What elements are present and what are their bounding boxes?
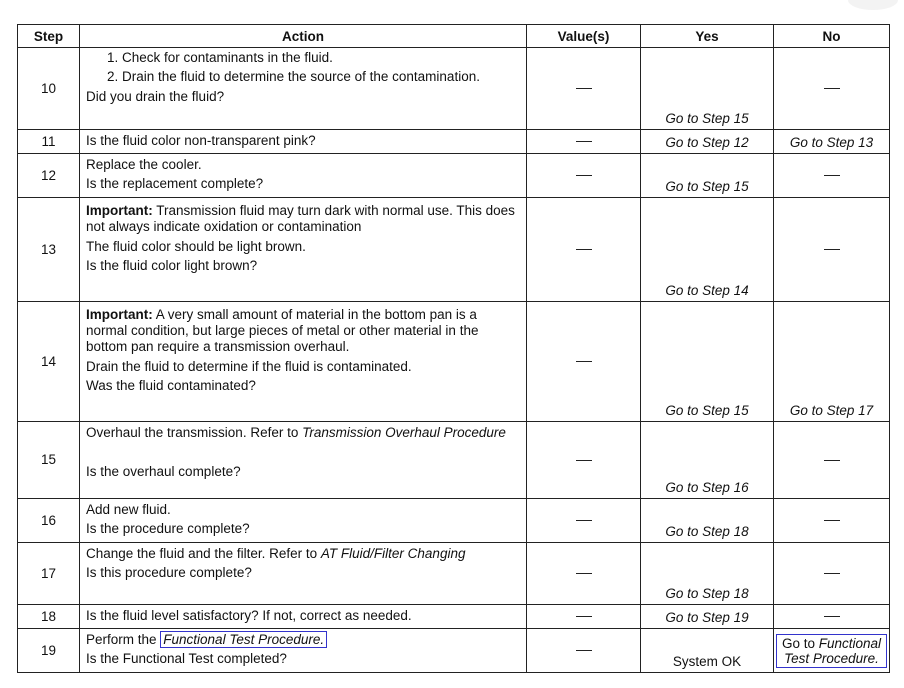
dash xyxy=(576,616,592,617)
table-row xyxy=(18,198,890,302)
no-cell xyxy=(774,198,890,302)
no-cell: Go to Step 17 xyxy=(774,302,890,422)
action-cell xyxy=(80,543,527,605)
action-cell xyxy=(80,302,527,422)
action-question: Is the fluid color non-transparent pink? xyxy=(86,133,316,148)
header-values: Value(s) xyxy=(527,25,641,48)
action-line xyxy=(86,632,521,648)
step-number: 17 xyxy=(18,543,80,605)
header-no: No xyxy=(774,25,890,48)
dash xyxy=(576,361,592,362)
value-cell xyxy=(527,198,641,302)
action-line: Drain the fluid to determine if the fluid is contaminated. xyxy=(86,359,412,374)
yes-cell: Go to Step 19 xyxy=(641,605,774,629)
no-cell xyxy=(774,48,890,130)
value-cell xyxy=(527,629,641,673)
value-cell xyxy=(527,48,641,130)
action-line: Replace the cooler. xyxy=(86,157,202,172)
list-item: 2. Drain the fluid to determine the source of the contamination. xyxy=(122,69,521,85)
dash xyxy=(824,460,840,461)
table-row xyxy=(18,605,890,629)
step-number: 15 xyxy=(18,422,80,499)
dash xyxy=(576,650,592,651)
step-number: 14 xyxy=(18,302,80,422)
table-row xyxy=(18,302,890,422)
step-number: 18 xyxy=(18,605,80,629)
value-cell xyxy=(527,499,641,543)
action-cell xyxy=(80,198,527,302)
important-label: Important: xyxy=(86,203,153,218)
dash xyxy=(576,573,592,574)
action-question: Is the Functional Test completed? xyxy=(86,651,287,666)
action-question: Is the fluid color light brown? xyxy=(86,258,258,273)
action-list xyxy=(86,50,521,85)
yes-cell: Go to Step 18 xyxy=(641,499,774,543)
action-question: Was the fluid contaminated? xyxy=(86,378,256,393)
table-row xyxy=(18,422,890,499)
dash xyxy=(824,175,840,176)
action-question: Did you drain the fluid? xyxy=(86,89,225,104)
dash xyxy=(576,520,592,521)
action-text: Overhaul the transmission. Refer to xyxy=(86,425,303,440)
procedure-reference: Transmission Overhaul Procedure xyxy=(302,425,506,440)
important-note xyxy=(86,203,521,235)
action-question: Is this procedure complete? xyxy=(86,565,252,580)
no-cell xyxy=(774,154,890,198)
action-cell xyxy=(80,499,527,543)
dash xyxy=(824,520,840,521)
action-line xyxy=(86,546,521,562)
no-cell: Go to Step 13 xyxy=(774,130,890,154)
step-number: 13 xyxy=(18,198,80,302)
step-number: 16 xyxy=(18,499,80,543)
value-cell xyxy=(527,302,641,422)
action-question: Is the fluid level satisfactory? If not, correct as needed. xyxy=(86,608,412,623)
no-prefix: Go to xyxy=(781,635,819,651)
dash xyxy=(824,573,840,574)
action-cell xyxy=(80,629,527,673)
header-row xyxy=(18,25,890,48)
yes-cell: Go to Step 15 xyxy=(641,154,774,198)
no-cell xyxy=(774,422,890,499)
corner-shadow xyxy=(848,0,898,10)
value-cell xyxy=(527,605,641,629)
no-cell xyxy=(774,499,890,543)
dash xyxy=(824,88,840,89)
value-cell xyxy=(527,154,641,198)
yes-cell: Go to Step 15 xyxy=(641,302,774,422)
table-row xyxy=(18,629,890,673)
step-number: 11 xyxy=(18,130,80,154)
action-question: Is the replacement complete? xyxy=(86,176,264,191)
step-number: 10 xyxy=(18,48,80,130)
dash xyxy=(824,616,840,617)
yes-cell: Go to Step 12 xyxy=(641,130,774,154)
important-label: Important: xyxy=(86,307,153,322)
step-number: 12 xyxy=(18,154,80,198)
action-cell xyxy=(80,422,527,499)
action-question: Is the overhaul complete? xyxy=(86,464,241,479)
action-cell xyxy=(80,605,527,629)
dash xyxy=(576,175,592,176)
header-action: Action xyxy=(80,25,527,48)
step-number: 19 xyxy=(18,629,80,673)
yes-cell: Go to Step 16 xyxy=(641,422,774,499)
dash xyxy=(824,249,840,250)
yes-cell: Go to Step 18 xyxy=(641,543,774,605)
spacer xyxy=(86,444,521,462)
important-text: Transmission fluid may turn dark with normal use. This does not always indicate oxidation or contamination xyxy=(86,203,515,234)
table-row xyxy=(18,154,890,198)
header-yes: Yes xyxy=(641,25,774,48)
dash xyxy=(576,141,592,142)
header-step: Step xyxy=(18,25,80,48)
table-row xyxy=(18,543,890,605)
action-line: Add new fluid. xyxy=(86,502,171,517)
yes-cell: Go to Step 15 xyxy=(641,48,774,130)
action-cell xyxy=(80,154,527,198)
table-row xyxy=(18,130,890,154)
diagnostic-table xyxy=(17,24,890,673)
functional-test-link-box[interactable] xyxy=(776,634,887,668)
yes-cell: System OK xyxy=(641,629,774,673)
list-item: 1. Check for contaminants in the fluid. xyxy=(122,50,521,66)
value-cell xyxy=(527,130,641,154)
action-text: Change the fluid and the filter. Refer to xyxy=(86,546,321,561)
table-row xyxy=(18,48,890,130)
dash xyxy=(576,249,592,250)
action-text: Perform the xyxy=(86,632,161,647)
value-cell xyxy=(527,543,641,605)
diagnostic-table-sheet xyxy=(17,24,890,673)
action-cell xyxy=(80,130,527,154)
no-cell xyxy=(774,605,890,629)
action-cell xyxy=(80,48,527,130)
no-cell xyxy=(774,543,890,605)
action-question: Is the procedure complete? xyxy=(86,521,250,536)
table-row xyxy=(18,499,890,543)
yes-cell: Go to Step 14 xyxy=(641,198,774,302)
functional-test-link[interactable]: Functional Test Procedure. xyxy=(160,631,327,648)
dash xyxy=(576,460,592,461)
action-line: The fluid color should be light brown. xyxy=(86,239,306,254)
no-procedure-reference: Functional Test Procedure. xyxy=(784,635,882,666)
procedure-reference: AT Fluid/Filter Changing xyxy=(320,546,466,561)
no-cell xyxy=(774,629,890,673)
dash xyxy=(576,88,592,89)
important-text: A very small amount of material in the bottom pan is a normal condition, but large pieces of metal or other material in the bottom pan require a transmission overhaul. xyxy=(86,307,479,354)
action-line xyxy=(86,425,521,441)
value-cell xyxy=(527,422,641,499)
important-note xyxy=(86,307,521,355)
